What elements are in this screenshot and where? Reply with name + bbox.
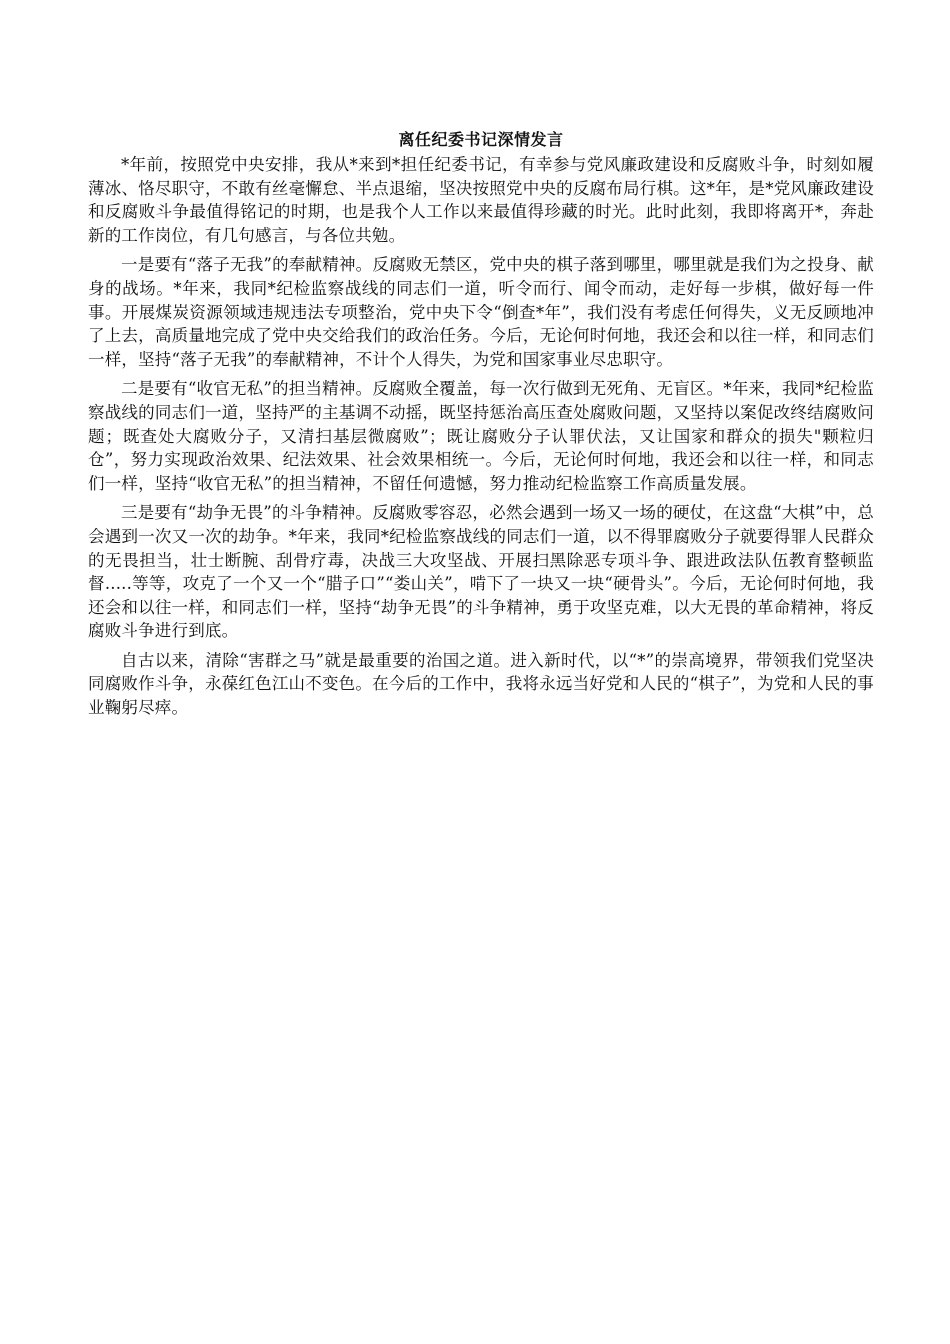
paragraph-intro: *年前，按照党中央安排，我从*来到*担任纪委书记，有幸参与党风廉政建设和反腐败斗争，时刻如履薄冰、恪尽职守，不敢有丝毫懈怠、半点退缩，坚决按照党中央的反腐布局行棋。这*年，是*党风廉政建设和反腐败斗争最值得铭记的时期，也是我个人工作以来最值得珍藏的时光。此时此刻，我即将离开*，奔赴新的工作岗位，有几句感言，与各位共勉。 (88, 155, 874, 245)
paragraph-point-one: 一是要有“落子无我”的奉献精神。反腐败无禁区，党中央的棋子落到哪里，哪里就是我们为之投身、献身的战场。*年来，我同*纪检监察战线的同志们一道，听令而行、闻令而动，走好每一步棋，做好每一件事。开展煤炭资源领域违规违法专项整治，党中央下令“倒查*年”，我们没有考虑任何得失，义无反顾地冲了上去，高质量地完成了党中央交给我们的政治任务。今后，无论何时何地，我还会和以往一样，和同志们一样，坚持“落子无我”的奉献精神，不计个人得失，为党和国家事业尽忠职守。 (88, 255, 874, 369)
document-page (88, 127, 874, 726)
document-title: 离任纪委书记深情发言 (398, 130, 564, 149)
paragraph-conclusion: 自古以来，清除“害群之马”就是最重要的治国之道。进入新时代，以“*”的崇高境界，带领我们党坚决同腐败作斗争，永葆红色江山不变色。在今后的工作中，我将永远当好党和人民的“棋子”，为党和人民的事业鞠躬尽瘁。 (88, 650, 874, 718)
paragraph-point-two: 二是要有“收官无私”的担当精神。反腐败全覆盖，每一次行做到无死角、无盲区。*年来，我同*纪检监察战线的同志们一道，坚持严的主基调不动摇，既坚持惩治高压查处腐败问题，又坚持以案促改终结腐败问题；既查处大腐败分子，又清扫基层微腐败”；既让腐败分子认罪伏法，又让国家和群众的损失"颗粒归仓”，努力实现政治效果、纪法效果、社会效果相统一。今后，无论何时何地，我还会和以往一样，和同志们一样，坚持“收官无私”的担当精神，不留任何遗憾，努力推动纪检监察工作高质量发展。 (88, 379, 874, 493)
paragraph-point-three: 三是要有“劫争无畏”的斗争精神。反腐败零容忍，必然会遇到一场又一场的硬仗，在这盘“大棋”中，总会遇到一次又一次的劫争。*年来，我同*纪检监察战线的同志们一道，以不得罪腐败分子就要得罪人民群众的无畏担当，壮士断腕、刮骨疗毒，决战三大攻坚战、开展扫黑除恶专项斗争、跟进政法队伍教育整顿监督.....等等，攻克了一个又一个“腊子口”“娄山关”，啃下了一块又一块“硬骨头”。今后，无论何时何地，我还会和以往一样，和同志们一样，坚持“劫争无畏”的斗争精神，勇于攻坚克难，以大无畏的革命精神，将反腐败斗争进行到底。 (88, 503, 874, 641)
